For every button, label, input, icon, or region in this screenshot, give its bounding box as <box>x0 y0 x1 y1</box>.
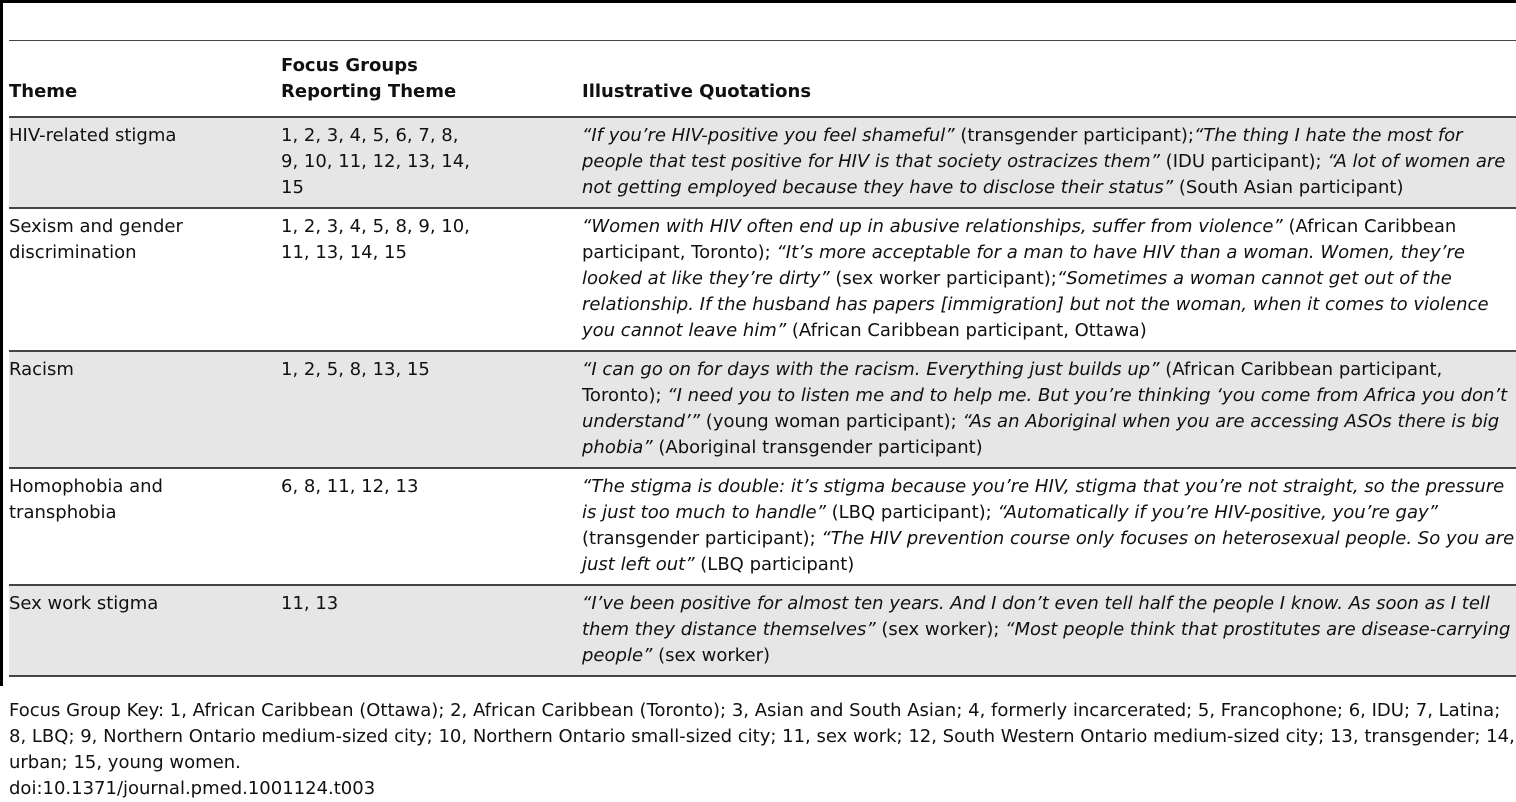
top-border <box>0 0 1516 3</box>
quote-source: (transgender participant); <box>954 125 1194 146</box>
focus-groups-cell <box>281 351 582 468</box>
quote-source: (Aboriginal transgender participant) <box>652 437 983 458</box>
quotations-cell <box>582 208 1516 351</box>
theme-cell: Sexism and gender discrimination <box>9 216 183 263</box>
quote-source: (African Caribbean participant, Toronto); <box>582 359 1443 406</box>
header-row <box>9 52 1516 117</box>
table-top-rule <box>9 40 1516 41</box>
quote-text: “I can go on for days with the racism. Everything just builds up” <box>582 359 1160 380</box>
quote-text: “Women with HIV often end up in abusive relationships, suffer from violence” <box>582 216 1283 237</box>
quote-text: “The stigma is double: it’s stigma because you’re HIV, stigma that you’re not straight, so the pressure is just too much to handle” <box>582 476 1505 523</box>
table-row <box>9 351 1516 468</box>
quote-text: “Automatically if you’re HIV-positive, you’re gay” <box>997 502 1438 523</box>
quote-source: (young woman participant); <box>700 411 963 432</box>
focus-groups-text: 1, 2, 3, 4, 5, 6, 7, 8, 9, 10, 11, 12, 13, 14, 15 <box>281 125 470 198</box>
theme-cell: Racism <box>9 359 74 380</box>
quotations-cell <box>582 351 1516 468</box>
quote-source: (LBQ participant) <box>694 554 855 575</box>
focus-groups-cell <box>281 585 582 676</box>
focus-groups-cell <box>281 117 582 208</box>
focus-groups-text: 1, 2, 3, 4, 5, 8, 9, 10, 11, 13, 14, 15 <box>281 216 470 263</box>
focus-groups-cell <box>281 468 582 585</box>
focus-groups-text: 6, 8, 11, 12, 13 <box>281 476 419 497</box>
quote-source: (sex worker participant); <box>829 268 1057 289</box>
focus-groups-text: 1, 2, 5, 8, 13, 15 <box>281 359 430 380</box>
table-row <box>9 208 1516 351</box>
focus-group-key: Focus Group Key: 1, African Caribbean (Ottawa); 2, African Caribbean (Toronto); 3, Asian and South Asian; 4, formerly incarcerated; 5, Francophone; 6, IDU; 7, Latina; 8, LBQ; 9, Northern Ontario medium-sized city; 10, Northern Ontario small-sized city; 11, sex work; 12, South Western Ontario medium-sized city; 13, transgender; 14, urban; 15, young women. <box>9 700 1515 773</box>
quote-source: (South Asian participant) <box>1173 177 1404 198</box>
header-focus-groups-text: Focus Groups Reporting Theme <box>281 55 457 102</box>
quote-text: “I’ve been positive for almost ten years. And I don’t even tell half the people I know. As soon as I tell them they distance themselves” <box>582 593 1490 640</box>
quote-source: (LBQ participant); <box>825 502 998 523</box>
quote-source: (IDU participant); <box>1159 151 1328 172</box>
quotations-cell <box>582 117 1516 208</box>
quotations-cell <box>582 468 1516 585</box>
table-row <box>9 117 1516 208</box>
quote-text: “If you’re HIV-positive you feel shameful” <box>582 125 955 146</box>
quote-source: (sex worker) <box>652 645 771 666</box>
table-row <box>9 585 1516 676</box>
quote-text: “The HIV prevention course only focuses on heterosexual people. So you are just left out” <box>582 528 1515 575</box>
quote-source: (sex worker); <box>875 619 1006 640</box>
quote-text: “I need you to listen me and to help me. But you’re thinking ‘you come from Africa you don’t understand’” <box>582 385 1508 432</box>
quote-source: (African Caribbean participant, Ottawa) <box>786 320 1147 341</box>
table-footer <box>9 698 1516 802</box>
quote-text: “It’s more acceptable for a man to have HIV than a woman. Women, they’re looked at like they’re dirty” <box>582 242 1465 289</box>
focus-groups-text: 11, 13 <box>281 593 339 614</box>
quote-text: “Sometimes a woman cannot get out of the relationship. If the husband has papers [immigration] but not the woman, when it comes to violence you cannot leave him” <box>582 268 1489 341</box>
theme-cell: Homophobia and transphobia <box>9 476 163 523</box>
quote-text: “Most people think that prostitutes are disease-carrying people” <box>582 619 1511 666</box>
theme-cell: HIV-related stigma <box>9 125 177 146</box>
left-border <box>0 0 3 686</box>
theme-cell: Sex work stigma <box>9 593 159 614</box>
table-row <box>9 468 1516 585</box>
quote-text: “The thing I hate the most for people that test positive for HIV is that society ostracizes them” <box>582 125 1463 172</box>
quote-source: (African Caribbean participant, Toronto); <box>582 216 1457 263</box>
themes-table <box>9 52 1516 677</box>
quotations-cell <box>582 585 1516 676</box>
focus-groups-cell <box>281 208 582 351</box>
header-quotations: Illustrative Quotations <box>582 81 812 102</box>
header-focus-groups <box>281 52 582 117</box>
quote-text: “As an Aboriginal when you are accessing ASOs there is big phobia” <box>582 411 1500 458</box>
quote-source: (transgender participant); <box>582 528 822 549</box>
header-theme: Theme <box>9 81 78 102</box>
doi: doi:10.1371/journal.pmed.1001124.t003 <box>9 778 376 799</box>
quote-text: “A lot of women are not getting employed because they have to disclose their status” <box>582 151 1506 198</box>
